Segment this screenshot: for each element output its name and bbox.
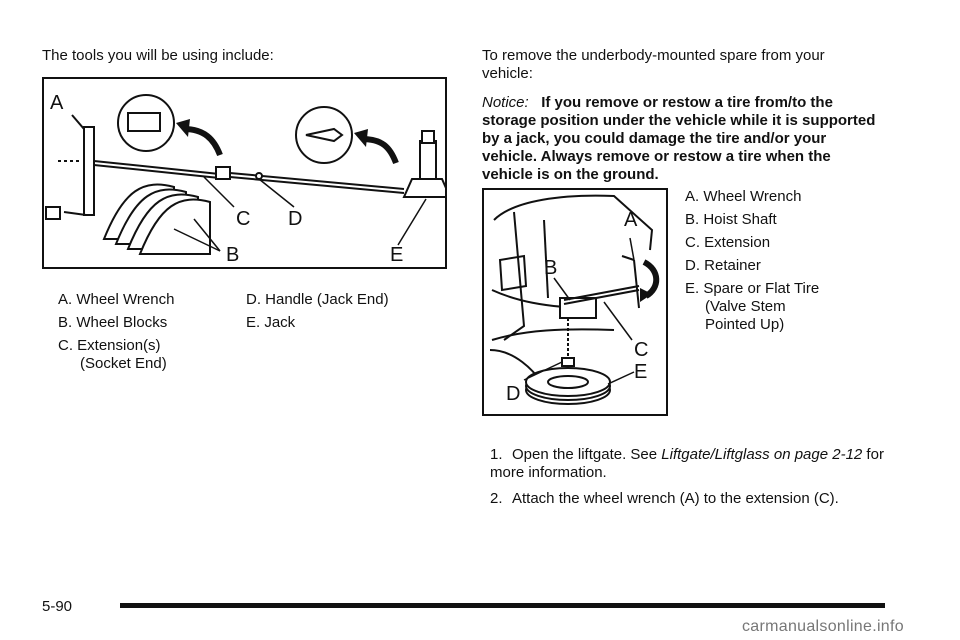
legend-item: E. Jack bbox=[246, 314, 296, 331]
footer-rule bbox=[120, 603, 885, 608]
legend-item-cont: (Valve Stem bbox=[705, 298, 786, 315]
legend-item bbox=[685, 280, 905, 334]
legend-item bbox=[58, 337, 248, 373]
legend-item: D. Retainer bbox=[685, 257, 761, 274]
tools-figure bbox=[42, 77, 447, 269]
tools-label-a: A bbox=[50, 92, 64, 114]
legend-item-text: C. Extension(s) bbox=[58, 337, 161, 354]
legend-item: B. Wheel Blocks bbox=[58, 314, 168, 331]
spare-label-b: B bbox=[544, 257, 558, 279]
page-number: 5-90 bbox=[42, 598, 73, 615]
spare-label-c: C bbox=[634, 339, 649, 361]
legend-item: B. Hoist Shaft bbox=[685, 211, 777, 228]
steps-list bbox=[490, 446, 890, 516]
right-intro: To remove the underbody-mounted spare from your vehicle: bbox=[482, 47, 825, 82]
tools-legend-col1 bbox=[58, 291, 248, 378]
notice-body: If you remove or restow a tire from/to the storage position under the vehicle while it is supported by a jack, you could damage the tire and/or your vehicle. Always remove or restow a tire when the vehicle is on the ground. bbox=[482, 94, 876, 183]
tools-label-c: C bbox=[236, 208, 251, 230]
spare-label-d: D bbox=[506, 383, 521, 405]
step-number: 1. bbox=[490, 446, 503, 463]
watermark: carmanualsonline.info bbox=[742, 618, 904, 635]
cross-reference-link[interactable]: Liftgate/Liftglass on page 2-12 bbox=[661, 446, 863, 463]
step-text: for more information. bbox=[490, 446, 884, 481]
spare-label-a: A bbox=[624, 209, 638, 231]
step-item bbox=[490, 446, 890, 482]
step-number: 2. bbox=[490, 490, 503, 507]
legend-item-text: E. Spare or Flat Tire bbox=[685, 280, 820, 297]
notice-label: Notice: bbox=[482, 94, 529, 111]
tools-legend-col2 bbox=[246, 291, 436, 337]
step-item bbox=[490, 490, 890, 508]
legend-item: D. Handle (Jack End) bbox=[246, 291, 389, 308]
spare-label-e: E bbox=[634, 361, 648, 383]
left-intro: The tools you will be using include: bbox=[42, 47, 274, 64]
legend-item: A. Wheel Wrench bbox=[58, 291, 175, 308]
legend-item-cont: (Socket End) bbox=[80, 355, 167, 372]
spare-tire-figure bbox=[482, 188, 668, 416]
tools-label-d: D bbox=[288, 208, 303, 230]
notice-paragraph bbox=[482, 94, 877, 184]
step-text: Open the liftgate. See bbox=[512, 446, 662, 463]
tools-label-e: E bbox=[390, 244, 404, 266]
tools-label-b: B bbox=[226, 244, 240, 266]
legend-item: A. Wheel Wrench bbox=[685, 188, 802, 205]
spare-legend bbox=[685, 188, 905, 339]
legend-item: C. Extension bbox=[685, 234, 771, 251]
legend-item-cont: Pointed Up) bbox=[705, 316, 785, 333]
tools-illustration bbox=[44, 79, 445, 267]
spare-tire-illustration bbox=[484, 190, 666, 414]
step-text: Attach the wheel wrench (A) to the extension (C). bbox=[512, 490, 839, 507]
